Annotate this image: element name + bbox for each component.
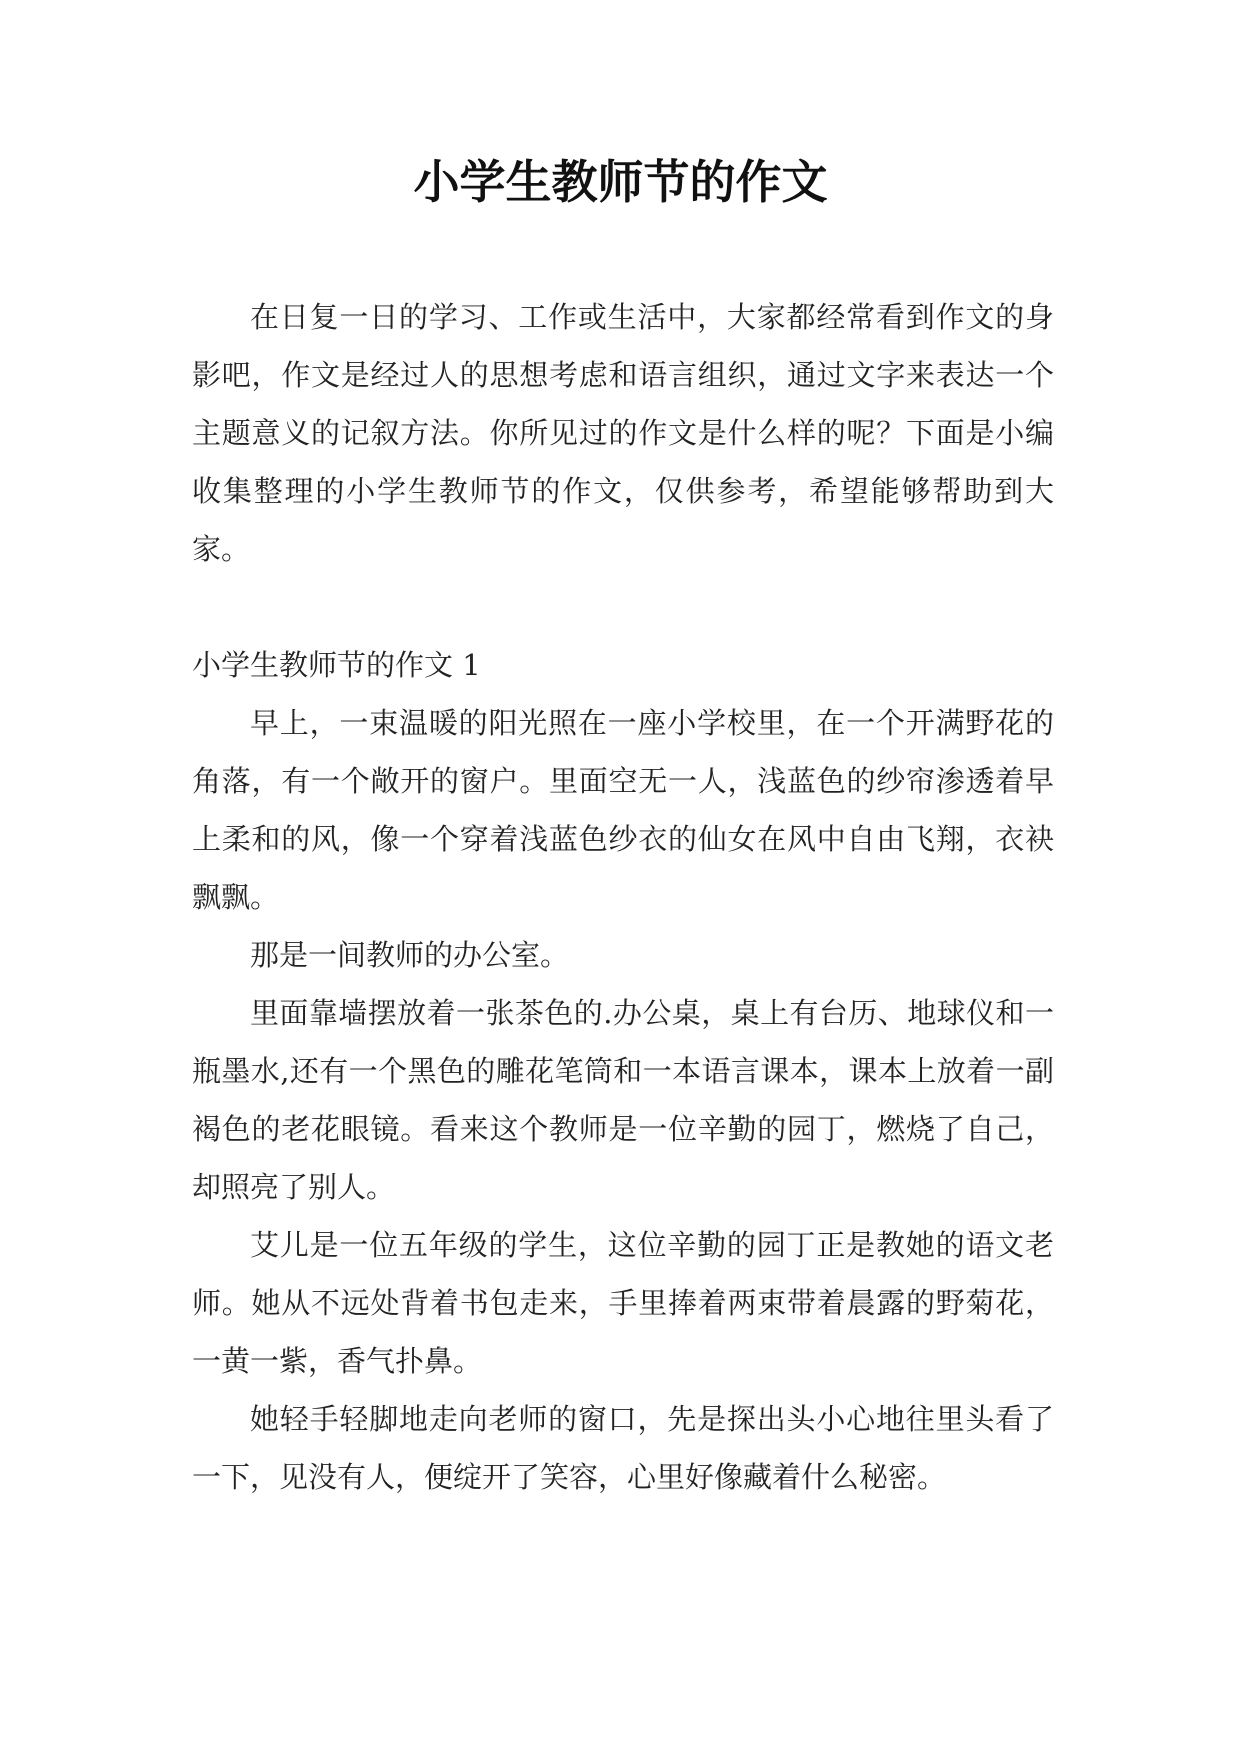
- document-title: 小学生教师节的作文: [413, 155, 828, 209]
- document-body: [192, 288, 1054, 1506]
- section-heading: 小学生教师节的作文 1: [192, 648, 481, 682]
- body-paragraph: 她轻手轻脚地走向老师的窗口，先是探出头小心地往里头看了一下，见没有人，便绽开了笑容，心里好像藏着什么秘密。: [192, 1402, 1054, 1494]
- intro-paragraph: 在日复一日的学习、工作或生活中，大家都经常看到作文的身影吧，作文是经过人的思想考虑和语言组织，通过文字来表达一个主题意义的记叙方法。你所见过的作文是什么样的呢？下面是小编收集整理的小学生教师节的作文，仅供参考，希望能够帮助到大家。: [192, 300, 1054, 566]
- body-paragraph: 早上，一束温暖的阳光照在一座小学校里，在一个开满野花的角落，有一个敞开的窗户。里面空无一人，浅蓝色的纱帘渗透着早上柔和的风，像一个穿着浅蓝色纱衣的仙女在风中自由飞翔，衣袂飘飘。: [192, 706, 1054, 914]
- body-paragraph: 里面靠墙摆放着一张茶色的.办公桌，桌上有台历、地球仪和一瓶墨水,还有一个黑色的雕花笔筒和一本语言课本，课本上放着一副褐色的老花眼镜。看来这个教师是一位辛勤的园丁，燃烧了自己，却照亮了别人。: [192, 996, 1054, 1204]
- body-paragraph: 艾儿是一位五年级的学生，这位辛勤的园丁正是教她的语文老师。她从不远处背着书包走来，手里捧着两束带着晨露的野菊花，一黄一紫，香气扑鼻。: [192, 1228, 1054, 1378]
- body-paragraph: 那是一间教师的办公室。: [250, 938, 570, 972]
